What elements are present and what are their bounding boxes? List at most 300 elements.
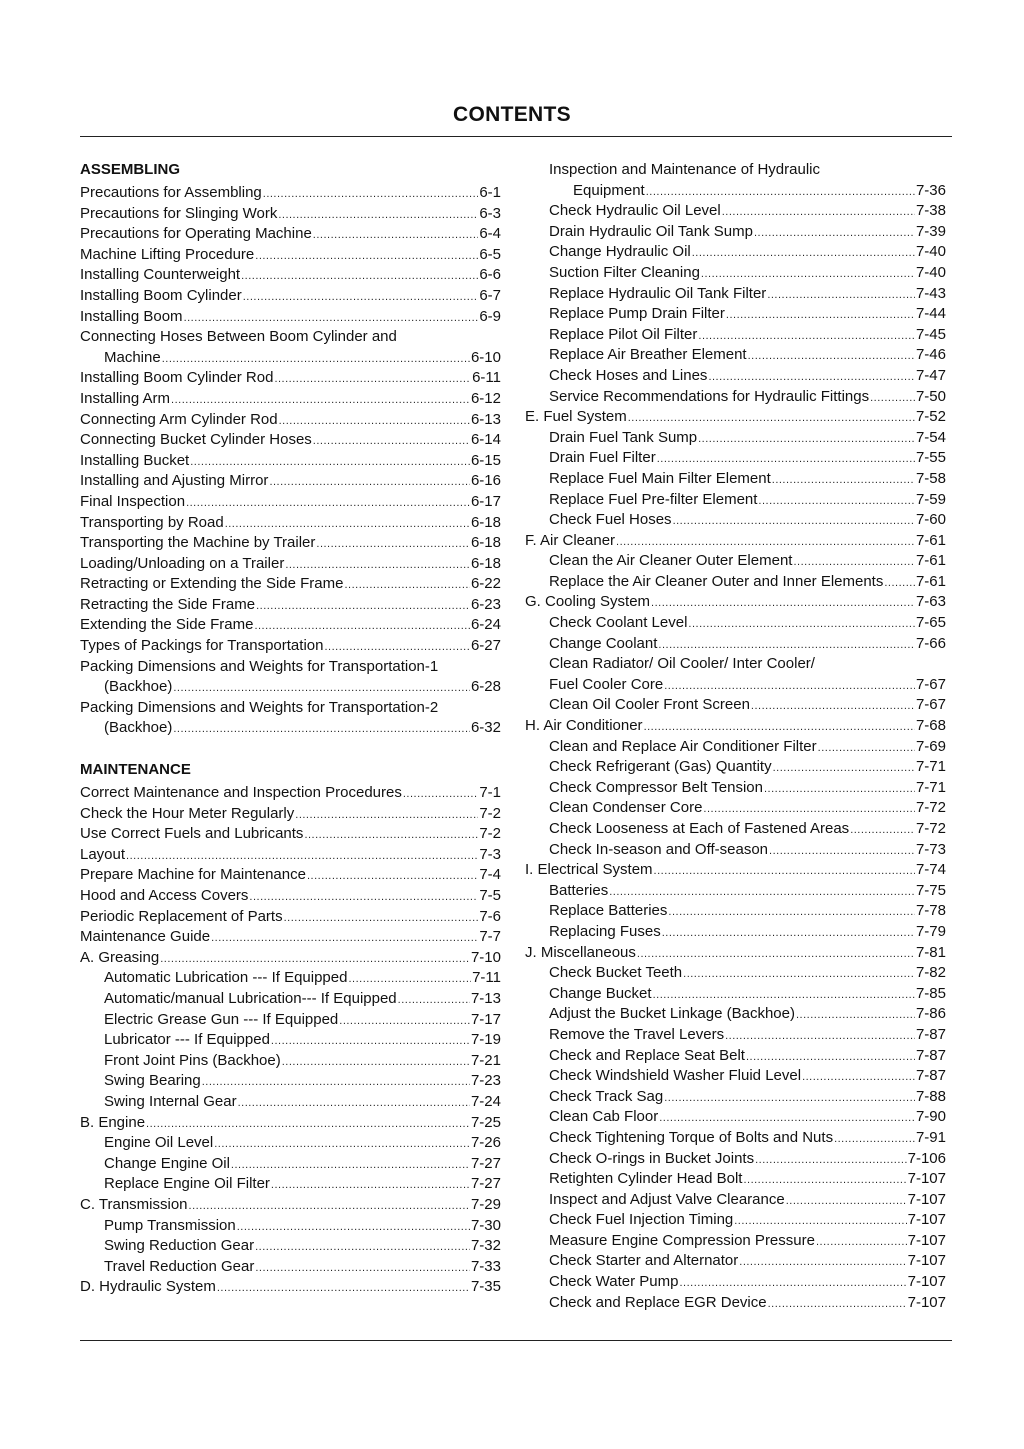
dot-leader [651, 598, 915, 609]
toc-entry-title: Check Track Sag [549, 1087, 664, 1105]
toc-entry-title: Machine [104, 348, 161, 366]
toc-entry[interactable] [80, 492, 501, 513]
toc-page-number: 6-4 [479, 225, 501, 243]
toc-entry[interactable] [80, 1071, 501, 1092]
toc-entry-title: Installing Boom [80, 307, 183, 325]
toc-entry[interactable] [525, 263, 946, 284]
toc-entry-title: Clean and Replace Air Conditioner Filter [549, 737, 817, 755]
toc-entry-title: Check the Hour Meter Regularly [80, 804, 295, 822]
toc-page-number: 7-73 [915, 840, 946, 858]
toc-page-number: 7-29 [470, 1195, 501, 1213]
toc-entry[interactable] [525, 551, 946, 572]
dot-leader [751, 701, 915, 712]
toc-entry[interactable] [80, 1010, 501, 1031]
dot-leader [637, 949, 915, 960]
dot-leader [254, 621, 470, 632]
toc-entry[interactable] [80, 968, 501, 989]
toc-page-number: 7-52 [915, 408, 946, 426]
toc-entry[interactable] [80, 1277, 501, 1298]
toc-page-number: 7-55 [915, 449, 946, 467]
dot-leader [271, 1036, 470, 1047]
toc-entry[interactable] [525, 1231, 946, 1252]
toc-entry-title: Replace Pilot Oil Filter [549, 325, 698, 343]
toc-entry[interactable] [525, 613, 946, 634]
toc-entry[interactable] [525, 1107, 946, 1128]
toc-entry[interactable] [525, 1004, 946, 1025]
dot-leader [725, 1031, 915, 1042]
toc-entry[interactable] [525, 1169, 946, 1190]
toc-entry-title: Change Bucket [549, 984, 652, 1002]
toc-entry-title: Change Engine Oil [104, 1154, 230, 1172]
toc-entry-title: Installing and Ajusting Mirror [80, 472, 269, 490]
dot-leader [653, 990, 915, 1001]
dot-leader [241, 271, 478, 282]
toc-page-number: 7-72 [915, 820, 946, 837]
toc-page-number: 7-78 [915, 902, 946, 920]
toc-entry-title: G. Cooling System [525, 593, 651, 611]
toc-entry-title: Fuel Cooler Core [549, 675, 664, 693]
toc-entry-title: Check In-season and Off-season [549, 840, 769, 858]
toc-entry[interactable] [525, 1272, 946, 1293]
toc-entry[interactable] [80, 804, 501, 825]
toc-entry-title: Installing Boom Cylinder [80, 286, 242, 304]
toc-entry[interactable] [80, 1113, 501, 1134]
toc-entry-title: Periodic Replacement of Parts [80, 907, 283, 925]
toc-entry-title: Replace Air Breather Element [549, 346, 747, 364]
toc-entry[interactable] [525, 490, 946, 511]
toc-page-number: 6-32 [470, 719, 501, 737]
toc-entry-title: Automatic Lubrication --- If Equipped [104, 969, 348, 987]
toc-page-number: 7-25 [470, 1113, 501, 1131]
dot-leader [818, 743, 915, 754]
toc-page-number: 7-107 [907, 1211, 946, 1229]
toc-entry-title: Inspect and Adjust Valve Clearance [549, 1190, 785, 1208]
toc-page-number: 6-15 [470, 451, 501, 469]
toc-page-number: 7-81 [915, 943, 946, 961]
toc-entry[interactable] [80, 989, 501, 1010]
toc-entry[interactable] [525, 819, 946, 840]
dot-leader [739, 1257, 906, 1268]
toc-entry-continuation[interactable]: Clean Radiator/ Oil Cooler/ Inter Cooler/ [549, 655, 815, 673]
toc-entry-title: Replace Engine Oil Filter [104, 1175, 270, 1193]
toc-page-number: 7-39 [915, 222, 946, 240]
dot-leader [754, 228, 915, 239]
toc-entry-title: Connecting Arm Cylinder Rod [80, 410, 278, 428]
toc-entry-title: Electric Grease Gun --- If Equipped [104, 1010, 339, 1028]
toc-entry-title: Replace Fuel Main Filter Element [549, 469, 771, 487]
dot-leader [769, 846, 915, 857]
toc-entry-title: Check Windshield Washer Fluid Level [549, 1067, 802, 1085]
toc-page-number: 7-35 [470, 1278, 501, 1296]
toc-page-number: 7-74 [915, 861, 946, 879]
toc-entry-title: Drain Fuel Filter [549, 449, 656, 467]
dot-leader [146, 1119, 470, 1130]
toc-entry-title: Installing Bucket [80, 451, 190, 469]
dot-leader [870, 393, 915, 404]
toc-entry[interactable] [80, 1092, 501, 1113]
toc-entry[interactable] [525, 222, 946, 243]
toc-entry[interactable] [525, 675, 946, 696]
dot-leader [255, 1263, 470, 1274]
toc-entry[interactable] [525, 366, 946, 387]
toc-page-number: 7-50 [915, 387, 946, 405]
toc-page-number: 7-61 [915, 531, 946, 549]
dot-leader [786, 1196, 907, 1207]
toc-entry[interactable] [80, 595, 501, 616]
toc-entry[interactable] [80, 265, 501, 286]
toc-entry[interactable] [525, 922, 946, 943]
toc-entry-title: Drain Hydraulic Oil Tank Sump [549, 222, 753, 240]
dot-leader [162, 354, 470, 365]
toc-page-number: 7-26 [470, 1134, 501, 1152]
dot-leader [173, 724, 470, 735]
toc-entry[interactable] [80, 948, 501, 969]
toc-entry[interactable] [525, 1149, 946, 1170]
toc-entry-title: Check Tightening Torque of Bolts and Nuts [549, 1128, 834, 1146]
toc-page-number: 7-67 [915, 696, 946, 714]
toc-entry[interactable] [80, 204, 501, 225]
toc-entry-title: Replace the Air Cleaner Outer and Inner Elements [549, 572, 884, 590]
toc-page-number: 7-46 [915, 346, 946, 364]
toc-page-number: 7-67 [915, 675, 946, 693]
dot-leader [646, 187, 915, 198]
toc-entry[interactable] [525, 963, 946, 984]
toc-entry-title: Installing Arm [80, 389, 171, 407]
toc-page-number: 6-18 [470, 513, 501, 531]
toc-entry-title: Extending the Side Frame [80, 616, 254, 634]
toc-right-column [525, 160, 946, 1313]
toc-page-number: 7-66 [915, 634, 946, 652]
toc-entry-title: Precautions for Operating Machine [80, 225, 312, 243]
toc-entry-title: Change Coolant [549, 634, 658, 652]
toc-entry-title: Drain Fuel Tank Sump [549, 428, 698, 446]
toc-entry[interactable] [525, 1293, 946, 1314]
dot-leader [255, 1242, 470, 1253]
toc-page-number: 6-1 [479, 184, 501, 201]
dot-leader [708, 372, 915, 383]
toc-entry-title: F. Air Cleaner [525, 531, 616, 549]
toc-page-number: 6-3 [479, 204, 501, 222]
dot-leader [726, 310, 915, 321]
toc-page-number: 6-23 [470, 595, 501, 613]
toc-entry-title: Transporting the Machine by Trailer [80, 534, 316, 552]
toc-entry[interactable] [80, 451, 501, 472]
toc-entry-title: (Backhoe) [104, 678, 173, 696]
toc-entry[interactable] [80, 636, 501, 657]
toc-entry[interactable] [525, 943, 946, 964]
toc-entry[interactable] [525, 181, 946, 202]
toc-entry-title: (Backhoe) [104, 719, 173, 737]
toc-entry[interactable] [525, 1087, 946, 1108]
dot-leader [186, 498, 470, 509]
toc-entry[interactable] [80, 368, 501, 389]
toc-entry-title: Lubricator --- If Equipped [104, 1031, 270, 1049]
toc-page-number: 7-88 [915, 1087, 946, 1105]
toc-page-number: 7-60 [915, 511, 946, 529]
toc-entry[interactable] [80, 865, 501, 886]
toc-page-number: 7-7 [479, 928, 501, 946]
toc-entry[interactable] [525, 201, 946, 222]
toc-entry[interactable] [525, 1128, 946, 1149]
toc-entry-title: Front Joint Pins (Backhoe) [104, 1051, 281, 1069]
toc-entry-title: C. Transmission [80, 1195, 188, 1213]
toc-entry-title: Check and Replace EGR Device [549, 1293, 767, 1311]
toc-entry[interactable] [525, 1251, 946, 1272]
dot-leader [802, 1072, 915, 1083]
toc-entry[interactable] [525, 798, 946, 819]
toc-entry[interactable] [525, 840, 946, 861]
toc-entry[interactable] [80, 1051, 501, 1072]
toc-entry[interactable] [525, 592, 946, 613]
toc-entry[interactable] [525, 325, 946, 346]
toc-entry[interactable] [80, 1030, 501, 1051]
dot-leader [217, 1283, 470, 1294]
toc-entry[interactable] [80, 307, 501, 328]
toc-page-number: 7-90 [915, 1108, 946, 1126]
toc-page-number: 6-24 [470, 616, 501, 634]
toc-entry[interactable] [80, 845, 501, 866]
dot-leader [793, 557, 915, 568]
toc-entry[interactable] [80, 513, 501, 534]
toc-entry[interactable] [525, 737, 946, 758]
toc-entry[interactable] [80, 677, 501, 698]
toc-entry[interactable] [80, 927, 501, 948]
toc-entry-title: H. Air Conditioner [525, 717, 643, 735]
toc-entry[interactable] [80, 783, 501, 804]
toc-entry[interactable] [525, 778, 946, 799]
toc-entry[interactable] [525, 634, 946, 655]
toc-entry[interactable] [80, 1216, 501, 1237]
dot-leader [126, 851, 478, 862]
toc-page-number: 6-13 [470, 410, 501, 428]
toc-page-number: 7-87 [915, 1025, 946, 1043]
toc-entry-title: Loading/Unloading on a Trailer [80, 554, 285, 572]
toc-entry[interactable] [80, 1257, 501, 1278]
toc-entry-title: Replace Hydraulic Oil Tank Filter [549, 284, 767, 302]
toc-entry[interactable] [80, 554, 501, 575]
toc-entry-title: Check Water Pump [549, 1273, 679, 1291]
toc-entry[interactable] [80, 1195, 501, 1216]
toc-entry[interactable] [525, 695, 946, 716]
toc-entry-title: Swing Bearing [104, 1072, 201, 1090]
dot-leader [171, 395, 470, 406]
toc-entry-title: Replace Fuel Pre-filter Element [549, 490, 758, 508]
dot-leader [324, 642, 470, 653]
toc-entry[interactable] [80, 574, 501, 595]
toc-entry-title: Machine Lifting Procedure [80, 245, 255, 263]
toc-entry[interactable] [80, 1133, 501, 1154]
toc-page-number: 7-65 [915, 614, 946, 632]
toc-entry-title: Service Recommendations for Hydraulic Fittings [549, 387, 870, 405]
toc-page-number: 7-5 [479, 887, 501, 904]
toc-page-number: 6-11 [472, 369, 501, 387]
toc-entry[interactable] [80, 533, 501, 554]
toc-entry[interactable] [525, 1046, 946, 1067]
toc-entry[interactable] [525, 387, 946, 408]
dot-leader [703, 804, 915, 815]
toc-page-number: 7-71 [915, 758, 946, 776]
toc-entry[interactable] [525, 531, 946, 552]
toc-entry-title: Retighten Cylinder Head Bolt [549, 1170, 743, 1188]
toc-entry-title: Check Compressor Belt Tension [549, 778, 763, 796]
toc-page-number: 7-13 [470, 989, 501, 1007]
dot-leader [202, 1077, 470, 1088]
dot-leader [271, 1180, 470, 1191]
toc-entry[interactable] [80, 1154, 501, 1175]
toc-entry-title: Retracting or Extending the Side Frame [80, 575, 344, 593]
toc-entry-continuation[interactable]: Packing Dimensions and Weights for Transportation-2 [80, 698, 439, 716]
dot-leader [348, 974, 471, 985]
toc-entry[interactable] [80, 286, 501, 307]
dot-leader [295, 810, 478, 821]
toc-entry-title: Precautions for Slinging Work [80, 204, 278, 222]
toc-page-number: 6-18 [470, 534, 501, 552]
toc-entry[interactable] [525, 407, 946, 428]
toc-entry[interactable] [525, 716, 946, 737]
toc-entry[interactable] [525, 1025, 946, 1046]
toc-entry[interactable] [525, 1066, 946, 1087]
dot-leader [659, 1113, 915, 1124]
toc-page-number: 7-1 [479, 784, 501, 802]
dot-leader [673, 516, 915, 527]
toc-entry-title: Final Inspection [80, 492, 186, 510]
dot-leader [249, 892, 478, 903]
toc-entry-title: B. Engine [80, 1113, 146, 1131]
dot-leader [628, 413, 915, 424]
toc-page-number: 7-82 [915, 964, 946, 982]
toc-page-number: 7-27 [470, 1154, 501, 1172]
toc-entry-title: Batteries [549, 881, 609, 899]
toc-entry[interactable] [525, 428, 946, 449]
dot-leader [701, 269, 915, 280]
dot-leader [664, 681, 915, 692]
toc-page-number: 7-91 [915, 1128, 946, 1146]
toc-entry[interactable] [525, 304, 946, 325]
dot-leader [403, 789, 478, 800]
toc-entry[interactable] [525, 242, 946, 263]
toc-entry[interactable] [80, 615, 501, 636]
toc-entry[interactable] [525, 757, 946, 778]
dot-leader [692, 248, 915, 259]
toc-page-number: 7-47 [915, 366, 946, 384]
dot-leader [214, 1139, 470, 1150]
toc-entry[interactable] [80, 389, 501, 410]
toc-entry[interactable] [80, 718, 501, 739]
toc-entry-title: Prepare Machine for Maintenance [80, 866, 306, 884]
toc-entry[interactable] [525, 901, 946, 922]
toc-page-number: 7-107 [907, 1190, 946, 1208]
dot-leader [278, 210, 478, 221]
toc-entry[interactable] [80, 410, 501, 431]
dot-leader [189, 1201, 470, 1212]
toc-page-number: 7-2 [479, 804, 501, 822]
toc-entry[interactable] [80, 430, 501, 451]
toc-entry[interactable] [525, 469, 946, 490]
toc-entry[interactable] [80, 245, 501, 266]
toc-entry[interactable] [525, 510, 946, 531]
dot-leader [243, 292, 479, 303]
toc-entry[interactable] [525, 284, 946, 305]
toc-entry[interactable] [525, 572, 946, 593]
toc-entry-title: Suction Filter Cleaning [549, 263, 700, 281]
toc-page-number: 7-87 [915, 1046, 946, 1064]
dot-leader [764, 784, 915, 795]
toc-entry[interactable] [80, 224, 501, 245]
toc-entry[interactable] [80, 824, 501, 845]
toc-page-number: 7-107 [907, 1231, 946, 1249]
dot-leader [285, 560, 470, 571]
toc-entry-title: Retracting the Side Frame [80, 595, 256, 613]
dot-leader [255, 251, 478, 262]
toc-entry[interactable] [80, 886, 501, 907]
toc-page-number: 7-61 [915, 552, 946, 570]
toc-entry[interactable] [80, 348, 501, 369]
dot-leader [616, 537, 915, 548]
dot-leader [190, 457, 470, 468]
toc-entry-continuation[interactable]: Inspection and Maintenance of Hydraulic [549, 161, 820, 178]
toc-entry-title: D. Hydraulic System [80, 1278, 216, 1296]
toc-entry[interactable] [525, 860, 946, 881]
toc-entry-title: Installing Boom Cylinder Rod [80, 369, 274, 387]
dot-leader [284, 913, 479, 924]
top-divider [80, 136, 952, 137]
toc-entry[interactable] [80, 1174, 501, 1195]
toc-entry-title: Engine Oil Level [104, 1134, 214, 1152]
dot-leader [658, 640, 915, 651]
toc-entry-title: A. Greasing [80, 948, 160, 966]
toc-page-number: 6-5 [479, 245, 501, 263]
dot-leader [688, 619, 915, 630]
dot-leader [225, 519, 470, 530]
toc-page-number: 7-107 [907, 1293, 946, 1311]
dot-leader [644, 722, 915, 733]
toc-entry[interactable] [80, 183, 501, 204]
toc-entry[interactable] [80, 471, 501, 492]
toc-page-number: 7-36 [915, 181, 946, 199]
toc-entry-title: I. Electrical System [525, 861, 653, 879]
toc-page-number: 6-10 [470, 348, 501, 366]
dot-leader [263, 189, 479, 200]
dot-leader [237, 1222, 470, 1233]
toc-entry[interactable] [525, 1190, 946, 1211]
toc-entry[interactable] [525, 881, 946, 902]
toc-page-number: 7-44 [915, 305, 946, 323]
toc-page-number: 7-23 [470, 1072, 501, 1090]
toc-entry-continuation[interactable]: Connecting Hoses Between Boom Cylinder and [80, 328, 397, 346]
dot-leader [698, 434, 915, 445]
toc-entry[interactable] [80, 907, 501, 928]
toc-entry-title: Replace Pump Drain Filter [549, 305, 725, 323]
toc-page-number: 6-7 [479, 286, 501, 304]
toc-entry-title: Connecting Bucket Cylinder Hoses [80, 431, 312, 449]
toc-entry[interactable] [525, 984, 946, 1005]
toc-entry[interactable] [525, 345, 946, 366]
toc-entry-title: Check Refrigerant (Gas) Quantity [549, 758, 772, 776]
toc-entry-continuation[interactable]: Packing Dimensions and Weights for Transportation-1 [80, 657, 439, 675]
dot-leader [313, 436, 470, 447]
toc-entry[interactable] [80, 1236, 501, 1257]
toc-page-number: 7-54 [915, 428, 946, 446]
toc-entry-title: Travel Reduction Gear [104, 1257, 255, 1275]
toc-entry[interactable] [525, 448, 946, 469]
toc-page-number: 7-87 [915, 1067, 946, 1085]
toc-entry-title: Precautions for Assembling [80, 184, 262, 201]
toc-page-number: 7-24 [470, 1092, 501, 1110]
toc-page-number: 6-16 [470, 472, 501, 490]
toc-entry[interactable] [525, 1210, 946, 1231]
toc-entry-title: Clean Oil Cooler Front Screen [549, 696, 750, 714]
toc-page-number: 7-40 [915, 263, 946, 281]
